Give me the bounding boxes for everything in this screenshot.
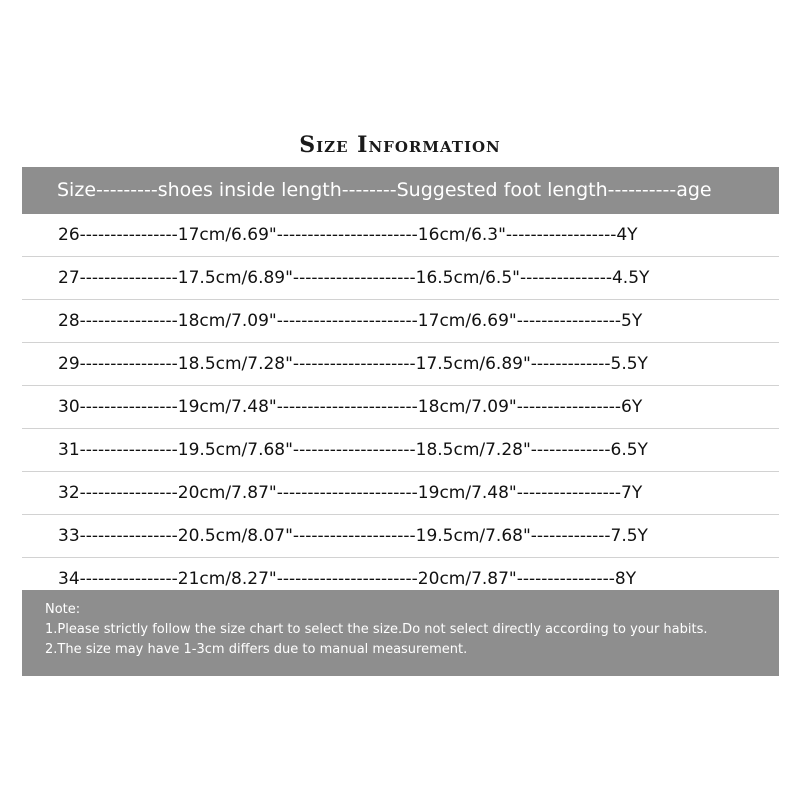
- table-row: 33----------------20.5cm/8.07"--------------------19.5cm/7.68"-------------7.5Y: [22, 515, 779, 558]
- table-row: 32----------------20cm/7.87"-----------------------19cm/7.48"-----------------7Y: [22, 472, 779, 515]
- size-table-header: Size---------shoes inside length--------Suggested foot length----------age: [22, 167, 779, 214]
- table-row: 34----------------21cm/8.27"-----------------------20cm/7.87"----------------8Y: [58, 569, 637, 589]
- table-row: 29----------------18.5cm/7.28"--------------------17.5cm/6.89"-------------5.5Y: [22, 343, 779, 386]
- table-row: 31----------------19.5cm/7.68"--------------------18.5cm/7.28"-------------6.5Y: [22, 429, 779, 472]
- size-table-body: [22, 214, 779, 601]
- table-row: 30----------------19cm/7.48"-----------------------18cm/7.09"-----------------6Y: [22, 386, 779, 429]
- table-row: 26----------------17cm/6.69"-----------------------16cm/6.3"------------------4Y: [22, 214, 779, 257]
- note-line: 2.The size may have 1-3cm differs due to manual measurement.: [45, 642, 468, 657]
- note-line: 1.Please strictly follow the size chart to select the size.Do not select directly according to your habits.: [45, 622, 708, 637]
- note-box: [22, 590, 779, 676]
- table-row: 28----------------18cm/7.09"-----------------------17cm/6.69"-----------------5Y: [22, 300, 779, 343]
- page-title: Size Information: [299, 132, 501, 158]
- note-heading: Note:: [45, 602, 81, 617]
- table-row: 27----------------17.5cm/6.89"--------------------16.5cm/6.5"---------------4.5Y: [22, 257, 779, 300]
